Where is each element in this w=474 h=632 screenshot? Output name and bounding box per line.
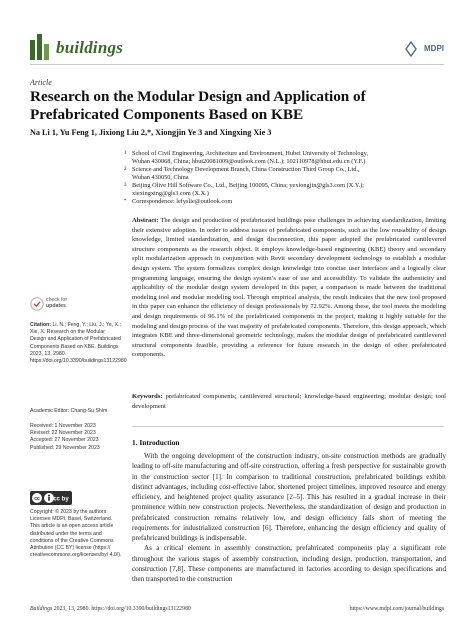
journal-name: buildings bbox=[56, 38, 123, 57]
copyright-notice: Copyright: © 2023 by the authors. Licensee MDPI, Basel, Switzerland. This article is an open access article distributed under the terms and conditions of the Creative Commons Attribution (CC BY) license (https:// creativecommons.org/licenses/by/ 4.0/). bbox=[30, 509, 122, 559]
affiliation-line: xiexingxing@gls3.com (X.X.) bbox=[132, 190, 209, 198]
journal-logo-icon bbox=[30, 34, 50, 60]
affiliation-number: 2 bbox=[124, 167, 127, 172]
publisher-name: MDPI bbox=[424, 44, 444, 53]
affiliation-3 bbox=[124, 182, 450, 198]
affiliation-number: 3 bbox=[124, 183, 127, 188]
svg-text:cc by: cc by bbox=[53, 496, 69, 503]
affiliation-line: School of Civil Engineering, Architecture and Environment, Hubei University of Technology, bbox=[132, 150, 368, 157]
updates-line-1: check for bbox=[46, 297, 68, 303]
citation-label: Citation: bbox=[30, 322, 52, 328]
affiliation-line: Wuhan 430050, China bbox=[132, 174, 189, 182]
footer-doi: 2023, 13, 2980. https://doi.org/10.3390/buildings13122980 bbox=[53, 606, 191, 612]
abstract bbox=[132, 216, 446, 360]
cc-by-icon bbox=[30, 491, 72, 505]
published-date: Published: 29 November 2023 bbox=[30, 444, 100, 451]
header-divider bbox=[30, 64, 444, 65]
citation-block bbox=[30, 322, 127, 365]
academic-editor: Academic Editor: Chang-Su Shim bbox=[30, 408, 108, 414]
affiliation-line: Beijing Olive Hill Software Co., Ltd., Beijing 100095, China; yexiongjin@gls3.com (X.Y.); bbox=[132, 182, 365, 189]
paragraph: As a critical element in assembly construction, prefabricated components play a significant role throughout the various stages of assembly construction, including design, production, transportation, and construction [7,8]. These components are manufactured in factories according to design specifications and then transported to the construction bbox=[132, 544, 446, 583]
author-list: Na Li 1, Yu Feng 1, Jixiong Liu 2,*, Xiongjin Ye 3 and Xingxing Xie 3 bbox=[30, 128, 272, 137]
section-heading-introduction: 1. Introduction bbox=[132, 438, 180, 447]
correspondence bbox=[124, 198, 450, 206]
cc-by-license-badge[interactable] bbox=[30, 491, 72, 505]
abstract-text: The design and production of prefabricated buildings pose challenges in achieving standardization, limiting their extensive adoption. In order to address issues of prefabricated components, such as the low reusability of design knowledge, limited standardization, and design disconnection, this paper adopted the prefabricated cantilevered structure components as the research object. It employs knowledge-based engineering (KBE) theory and secondary split modularization approach in conjunction with Revit secondary development technology to establish a modular design system. The system formalizes complex design knowledge into concise user interfaces and a logically clear programming language, ensuring the design system’s ease of use and accessibility. To validate the authenticity and applicability of the modular design system developed in this paper, a comparison is made between the traditional modeling tool and modular modeling tool. Through empirical analysis, the result indicates that the new tool proposed in this paper can enhance the efficiency of design professionals by 72.92%. Among these, the tool meets the modeling and design requirements of 96.1% of the prefabricated components in the project, making it highly suitable for the modeling and design process of the vast majority of prefabricated components. Therefore, this design approach, which integrates KBE and three-dimensional geometric technology, makes the modular design of prefabricated cantilevered structural components feasible, providing a reference for future research in the design of other prefabricated components. bbox=[132, 217, 446, 359]
affiliation-line: Science and Technology Development Branch, China Construction Third Group Co., Ltd., bbox=[132, 166, 360, 173]
abstract-divider bbox=[132, 426, 444, 427]
svg-text:cc: cc bbox=[34, 496, 40, 502]
footer-journal: Buildings bbox=[30, 606, 53, 612]
introduction-body bbox=[132, 451, 446, 584]
accepted-date: Accepted: 27 November 2023 bbox=[30, 437, 99, 444]
received-date: Received: 1 November 2023 bbox=[30, 423, 96, 429]
abstract-label: Abstract: bbox=[132, 217, 159, 224]
keywords-text: prefabricated components; cantilevered structural; knowledge-based engineering; modular design; tool development bbox=[132, 393, 446, 410]
citation-text: Li, N.; Feng, Y.; Liu, J.; Ye, X.; Xie, X. Research on the Modular Design and Application of Prefabricated Components Based on KBE. Buildings 2023, 13, 2980. https://doi.org/10.3390/buildings13122980 bbox=[30, 322, 127, 365]
footer-journal-url[interactable]: https://www.mdpi.com/journal/buildings bbox=[349, 606, 444, 612]
update-icon bbox=[30, 297, 44, 311]
article-type: Article bbox=[30, 78, 52, 87]
affiliation-number: 1 bbox=[124, 151, 127, 156]
keywords-label: Keywords: bbox=[132, 393, 163, 400]
affiliation-2 bbox=[124, 166, 450, 182]
affiliation-line: Wuhan 430068, China; hbut20081009@outlook.com (N.L.); 102110978@hbut.edu.cn (Y.F.) bbox=[132, 158, 366, 166]
correspondence-email: Correspondence: lefyslie@outlook.com bbox=[132, 198, 233, 205]
paragraph: With the ongoing development of the construction industry, on-site construction methods are gradually leading to off-site manufacturing and off-site construction, offering a fresh perspective for sustainable growth in the construction sector [1]. In comparison to traditional construction, prefabricated buildings exhibit distinct advantages, including cost-effective labor, shortened project timelines, improved resource and energy efficiency, and heightened project quality assurance [2–5]. This has resulted in a gradual increase in their prominence within new construction projects. Nevertheless, the standardization of design and production in prefabricated construction remains relatively low, and design efficiency falls short of meeting the requirements for industrialized construction [6]. Therefore, enhancing the design efficiency and quality of prefabricated buildings is indispensable. bbox=[132, 452, 446, 542]
affiliation-1 bbox=[124, 150, 450, 166]
article-title: Research on the Modular Design and Application of Prefabricated Components Based on KBE bbox=[30, 88, 366, 123]
updates-line-2: updates bbox=[46, 303, 66, 310]
keywords bbox=[132, 392, 446, 411]
revised-date: Revised: 22 November 2023 bbox=[30, 430, 96, 437]
footer-citation[interactable] bbox=[30, 606, 191, 612]
dates-block bbox=[30, 423, 122, 452]
affiliation-number: * bbox=[124, 199, 127, 204]
